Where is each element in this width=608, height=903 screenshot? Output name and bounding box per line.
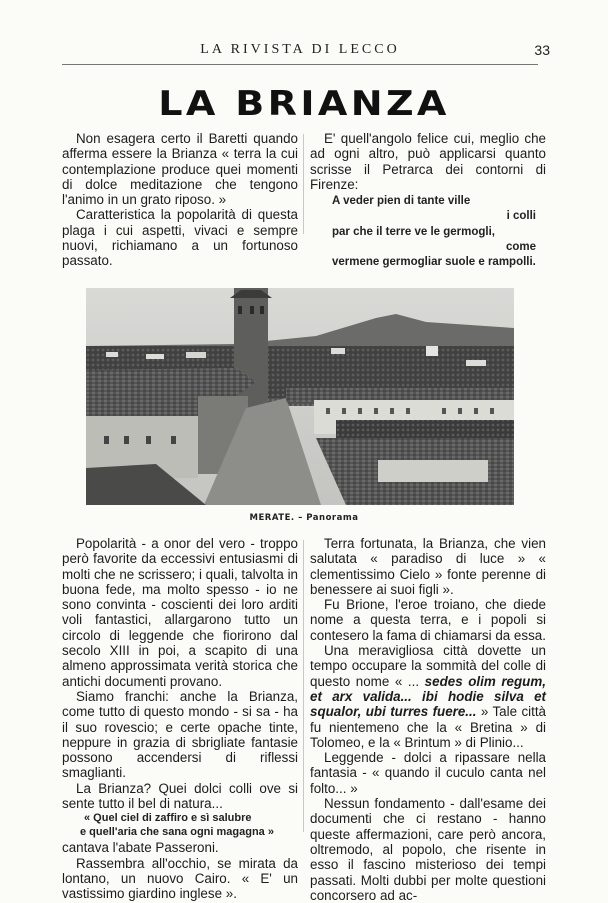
paragraph (310, 643, 546, 750)
column-top-left (62, 131, 298, 269)
header-rule (62, 64, 538, 65)
photo-caption: MERATE. – Panorama (249, 513, 359, 523)
column-divider (303, 540, 304, 832)
verse-line: e quell'aria che sana ogni magagna » (80, 825, 274, 838)
verse-line: A veder pien di tante ville (332, 195, 471, 208)
paragraph: Caratteristica la popolarità di questa plaga i cui aspetti, vivaci e sempre nuovi, richiamano a un fortunoso passato. (62, 207, 298, 269)
article-title: LA BRIANZA (158, 84, 450, 124)
paragraph: Popolarità - a onor del vero - troppo però favorite da eccessivi entusiasmi di molti che ne scrissero; i quali, talvolta in buona fede, ma molto spesso - io ne sono convinta - coscienti dei loro arditi voli fantastici, allargarono tutto un circolo di leggende che fiorirono dal secolo XIII in poi, a scapito di una almeno approssimata verità storica che antichi documenti provano. (62, 536, 298, 689)
petrarca-verse (310, 194, 546, 270)
paragraph: Fu Brione, l'eroe troiano, che diede nome a questa terra, e i popoli si contesero la fama di chiamarsi da essa. (310, 597, 546, 643)
running-head (62, 40, 550, 62)
verse-line: « Quel ciel di zaffiro e sì salubre (84, 812, 252, 825)
paragraph: Terra fortunata, la Brianza, che vien salutata « paradiso di luce » « clementissimo Cielo » fonte perenne di benessere ai suoi figli ». (310, 536, 546, 597)
text-run: » Tale città fu nientemeno che la « Bretina » di Tolomeo, e la « Brintum » di Plinio... (310, 704, 546, 750)
column-bottom-right (310, 536, 546, 903)
paragraph: La Brianza? Quei dolci colli ove si sente tutto il bel di natura... (62, 780, 298, 812)
page-number: 33 (534, 42, 550, 58)
verse-line: i colli (506, 210, 536, 223)
photo-illustration (86, 288, 514, 505)
journal-title: LA RIVISTA DI LECCO (200, 42, 400, 57)
verse-line: vermene germogliar suole e rampolli. (332, 256, 536, 269)
merate-panorama-photo (86, 288, 514, 505)
column-divider (303, 134, 304, 234)
passeroni-verse (62, 812, 298, 839)
paragraph: E' quell'angolo felice cui, meglio che ad ogni altro, può applicarsi quanto scrisse il Petrarca dei contorni di Firenze: (310, 131, 546, 192)
paragraph: Leggende - dolci a ripassare nella fantasia - « quando il cuculo canta nel folto... » (310, 750, 546, 796)
paragraph: Siamo franchi: anche la Brianza, come tutto di questo mondo - si sa - ha il suo rovescio; e certe opache tinte, neppure in grazia di sbrigliate fantasie possono accendersi di riflessi smaglianti. (62, 688, 298, 781)
paragraph: Non esagera certo il Baretti quando afferma essere la Brianza « terra la cui contemplazione produce quei momenti di dolce meditazione che tengono l'animo in un grato riposo. » (62, 131, 298, 208)
paragraph: cantava l'abate Passeroni. (62, 840, 219, 856)
paragraph: Nessun fondamento - dall'esame dei documenti che ci restano - hanno queste affermazioni, care però ancora, oltremodo, al popolo, che risente in esso il fascino misterioso dei tempi passati. Molti dubbi per molte questioni concorsero ad ac- (310, 796, 546, 903)
text-run: Una meravigliosa città dovette un tempo occupare la sommità del colle di questo nome « ... (310, 643, 546, 689)
column-top-right (310, 131, 546, 271)
latin-quote: sedes olim regum, et arx valida... ibi hodie silva et squalor, ubi turres fuere... (310, 673, 546, 720)
verse-line: par che il terre ve le germogli, (332, 225, 495, 238)
column-bottom-left (62, 536, 298, 902)
verse-line: come (505, 241, 536, 254)
paragraph: Rassembra all'occhio, se mirata da lontano, un nuovo Cairo. « E' un vastissimo giardino inglese ». (62, 855, 298, 902)
